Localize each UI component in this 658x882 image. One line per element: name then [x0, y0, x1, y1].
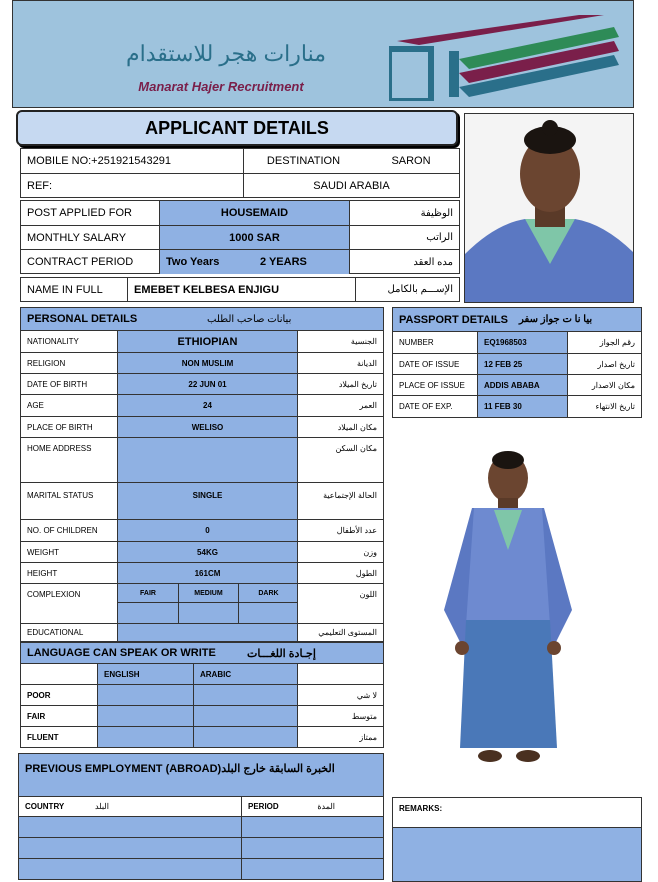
previous-employment-title-en: PREVIOUS EMPLOYMENT (ABROAD) — [25, 763, 222, 775]
marital-arabic: الحالة الإجتماعية — [297, 483, 383, 519]
nationality-value: ETHIOPIAN — [117, 331, 297, 352]
complexion-dark-box — [238, 603, 298, 623]
salary-value: 1000 SAR — [159, 226, 349, 249]
passport-title-arabic: بيا نا ت جواز سفر — [519, 314, 593, 325]
language-poor-arabic — [193, 685, 297, 705]
language-col-arabic: ARABIC — [193, 664, 297, 684]
contract-value-words: Two Years — [159, 250, 254, 274]
passport-place-label: PLACE OF ISSUE — [399, 380, 465, 390]
language-fair-arabic-label: متوسط — [297, 706, 383, 726]
pob-arabic: مكان الميلاد — [297, 417, 383, 437]
personal-details-title: PERSONAL DETAILS — [27, 313, 138, 325]
complexion-fair-box — [118, 603, 178, 623]
name-arabic: الإســـم بالكامل — [355, 278, 459, 301]
pob-label: PLACE OF BIRTH — [27, 422, 93, 432]
language-poor-arabic-label: لا شي — [297, 685, 383, 705]
dob-arabic: تاريخ الميلاد — [297, 374, 383, 394]
age-label: AGE — [27, 401, 44, 410]
marital-value: SINGLE — [117, 483, 297, 519]
passport-title: PASSPORT DETAILS — [399, 313, 508, 326]
previous-country-label: COUNTRY — [25, 802, 65, 811]
passport-place-arabic: مكان الاصدار — [567, 375, 641, 395]
height-arabic: الطول — [297, 563, 383, 583]
language-fluent-arabic-label: ممتاز — [297, 727, 383, 747]
passport-issue-label: DATE OF ISSUE — [399, 359, 460, 369]
passport-expiry-arabic: تاريخ الانتهاء — [567, 396, 641, 417]
previous-employment-box — [18, 753, 384, 880]
language-fluent-arabic — [193, 727, 297, 747]
previous-period-label: PERIOD — [241, 797, 301, 816]
children-label: NO. OF CHILDREN — [27, 526, 98, 535]
educational-value — [117, 624, 297, 641]
language-fair-label: FAIR — [27, 711, 46, 721]
contract-arabic: مده العقد — [349, 250, 459, 274]
mobile-number: MOBILE NO:+251921543291 — [27, 155, 172, 167]
pob-value: WELISO — [117, 417, 297, 437]
dob-label: DATE OF BIRTH — [27, 379, 88, 389]
language-poor-label: POOR — [27, 690, 51, 700]
personal-details-title-arabic: بيانات صاحب الطلب — [207, 313, 292, 325]
passport-number-arabic: رقم الجواز — [567, 332, 641, 353]
complexion-grid — [117, 584, 297, 623]
company-name-arabic: منارات هجر للاستقدام — [125, 41, 327, 66]
remarks-label: REMARKS: — [393, 798, 641, 828]
passport-place-value: ADDIS ABABA — [477, 375, 567, 395]
educational-arabic: المستوى التعليمي — [297, 624, 383, 641]
contract-value-years: 2 YEARS — [254, 250, 349, 274]
applicant-portrait-photo — [464, 113, 634, 303]
address-value — [117, 438, 297, 482]
salary-label: MONTHLY SALARY — [27, 231, 127, 244]
page-title: APPLICANT DETAILS — [16, 110, 458, 146]
previous-country-arabic: البلد — [95, 802, 109, 811]
language-poor-english — [97, 685, 193, 705]
post-label: POST APPLIED FOR — [27, 207, 132, 219]
previous-row-2 — [19, 838, 383, 859]
dob-value: 22 JUN 01 — [117, 374, 297, 394]
address-arabic: مكان السكن — [297, 438, 383, 482]
header-banner — [12, 0, 634, 108]
passport-number-value: EQ1968503 — [477, 332, 567, 353]
height-label: HEIGHT — [27, 568, 58, 578]
ref-label: REF: — [27, 180, 53, 192]
complexion-arabic: اللون — [297, 584, 383, 623]
passport-expiry-value: 11 FEB 30 — [477, 396, 567, 417]
language-col-english: ENGLISH — [97, 664, 193, 684]
passport-table — [392, 332, 642, 418]
children-value: 0 — [117, 520, 297, 541]
destination-country: SAUDI ARABIA — [243, 174, 459, 198]
language-table — [20, 664, 384, 748]
passport-issue-arabic: تاريخ اصدار — [567, 354, 641, 374]
complexion-medium: MEDIUM — [178, 584, 238, 603]
passport-number-label: NUMBER — [399, 338, 434, 347]
contract-label: CONTRACT PERIOD — [27, 256, 134, 268]
post-value: HOUSEMAID — [159, 201, 349, 225]
marital-label: MARITAL STATUS — [27, 491, 94, 500]
destination-value: SARON — [391, 155, 431, 167]
nationality-arabic: الجنسية — [297, 331, 383, 352]
educational-label: EDUCATIONAL — [27, 628, 84, 637]
previous-period-arabic: المدة — [317, 802, 335, 811]
personal-details-header — [20, 307, 384, 331]
previous-employment-title — [25, 762, 375, 775]
post-arabic: الوظيفة — [349, 201, 459, 225]
language-header — [20, 642, 384, 664]
passport-issue-value: 12 FEB 25 — [477, 354, 567, 374]
previous-row-3 — [19, 859, 383, 880]
height-value: 161CM — [117, 563, 297, 583]
destination-label: DESTINATION — [243, 149, 363, 173]
top-info-table — [20, 148, 460, 198]
passport-expiry-label: DATE OF EXP. — [399, 402, 453, 411]
nationality-label: NATIONALITY — [27, 337, 79, 346]
religion-arabic: الديانة — [297, 353, 383, 373]
age-arabic: العمر — [297, 395, 383, 416]
complexion-medium-box — [178, 603, 238, 623]
previous-row-1 — [19, 817, 383, 838]
weight-value: 54KG — [117, 542, 297, 562]
religion-value: NON MUSLIM — [117, 353, 297, 373]
religion-label: RELIGION — [27, 358, 66, 368]
previous-employment-title-ar: الخبرة السابقة خارج البلد — [221, 763, 335, 775]
language-fluent-english — [97, 727, 193, 747]
language-title: LANGUAGE CAN SPEAK OR WRITE — [27, 647, 216, 659]
remarks-box — [392, 797, 642, 882]
language-fair-english — [97, 706, 193, 726]
weight-arabic: وزن — [297, 542, 383, 562]
name-label: NAME IN FULL — [27, 283, 103, 296]
company-logo-icon — [389, 11, 629, 101]
passport-header — [392, 307, 642, 332]
applicant-full-body-photo — [432, 450, 584, 775]
complexion-label: COMPLEXION — [27, 590, 81, 599]
weight-label: WEIGHT — [27, 547, 59, 557]
personal-details-table — [20, 331, 384, 642]
job-table — [20, 200, 460, 274]
language-fair-arabic — [193, 706, 297, 726]
children-arabic: عدد الأطفال — [297, 520, 383, 541]
complexion-fair: FAIR — [118, 584, 178, 603]
full-name: EMEBET KELBESA ENJIGU — [127, 278, 355, 301]
name-row — [20, 277, 460, 302]
language-fluent-label: FLUENT — [27, 732, 59, 742]
age-value: 24 — [117, 395, 297, 416]
complexion-dark: DARK — [238, 584, 298, 603]
salary-arabic: الراتب — [349, 226, 459, 249]
language-title-arabic: إجـادة اللغـــات — [247, 647, 316, 660]
address-label: HOME ADDRESS — [27, 444, 92, 453]
company-name-english: Manarat Hajer Recruitment — [138, 79, 304, 94]
